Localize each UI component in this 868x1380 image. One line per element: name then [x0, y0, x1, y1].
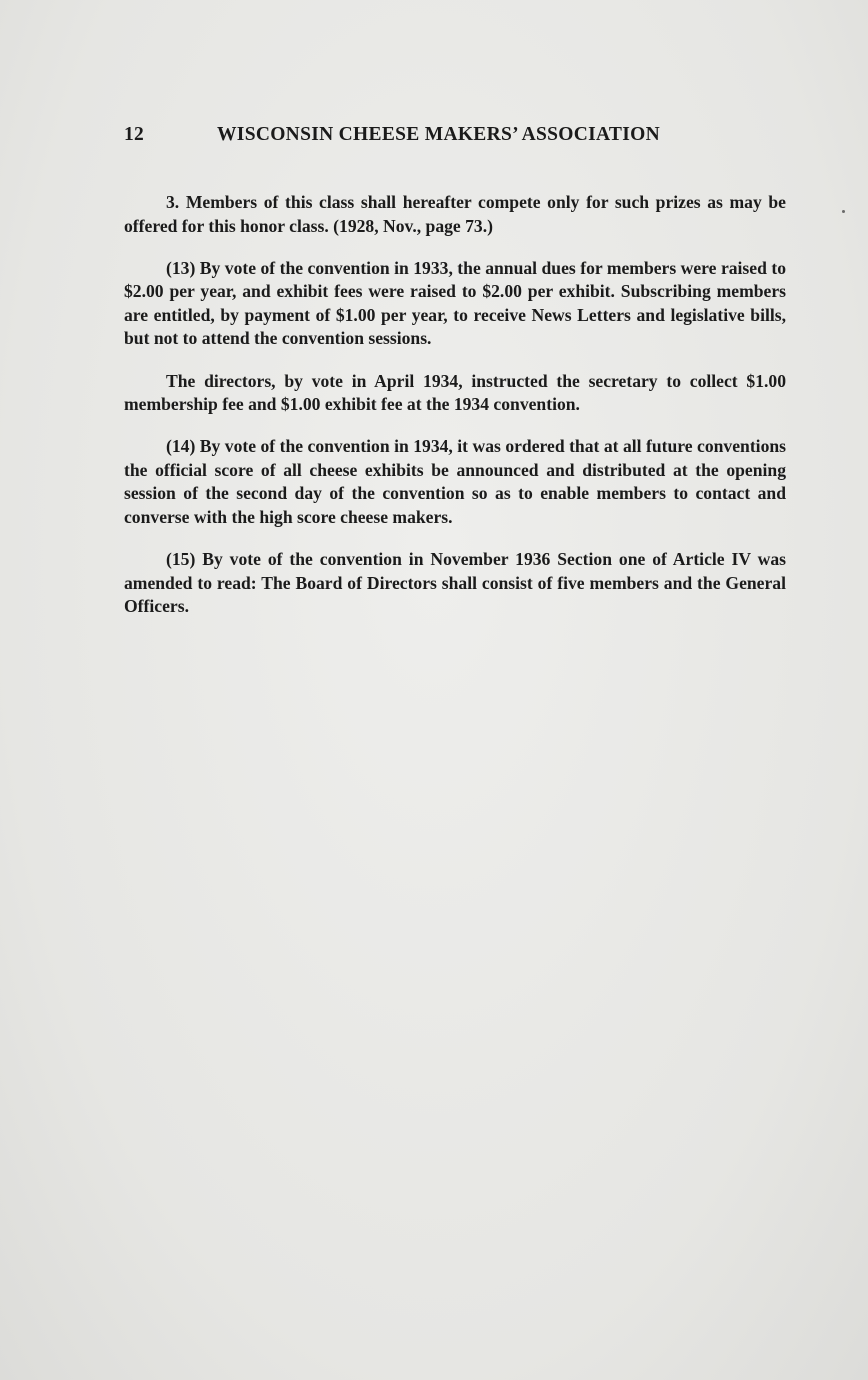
body-text [124, 191, 786, 637]
page-number: 12 [124, 124, 145, 145]
paragraph-annual-dues-1933: (13) By vote of the convention in 1933, the annual dues for members were raised to $2.00 per year, and exhibit fees were raised to $2.00 per exhibit. Subscribing members are entitled, by payment of $1.00 per year, to receive News Letters and legislative bills, but not to attend the convention sessions. [124, 257, 786, 349]
paragraph-directors-1934: The directors, by vote in April 1934, instructed the secretary to collect $1.00 membership fee and $1.00 exhibit fee at the 1934 convention. [124, 370, 786, 415]
paragraph-official-score-1934: (14) By vote of the convention in 1934, it was ordered that at all future conventions the official score of all cheese exhibits be announced and distributed at the opening session of the second day of the convention so as to enable members to contact and converse with the high score cheese makers. [124, 436, 786, 528]
page-header [124, 124, 744, 154]
paragraph-honor-class: 3. Members of this class shall hereafter compete only for such prizes as may be offered for this honor class. (1928, Nov., page 73.) [124, 192, 786, 236]
running-title: WISCONSIN CHEESE MAKERS’ ASSOCIATION [217, 124, 660, 145]
paragraph-board-of-directors-1936: (15) By vote of the convention in November 1936 Section one of Article IV was amended to read: The Board of Directors shall consist of five members and the General Officers. [124, 549, 786, 617]
paper-speck [842, 210, 845, 213]
